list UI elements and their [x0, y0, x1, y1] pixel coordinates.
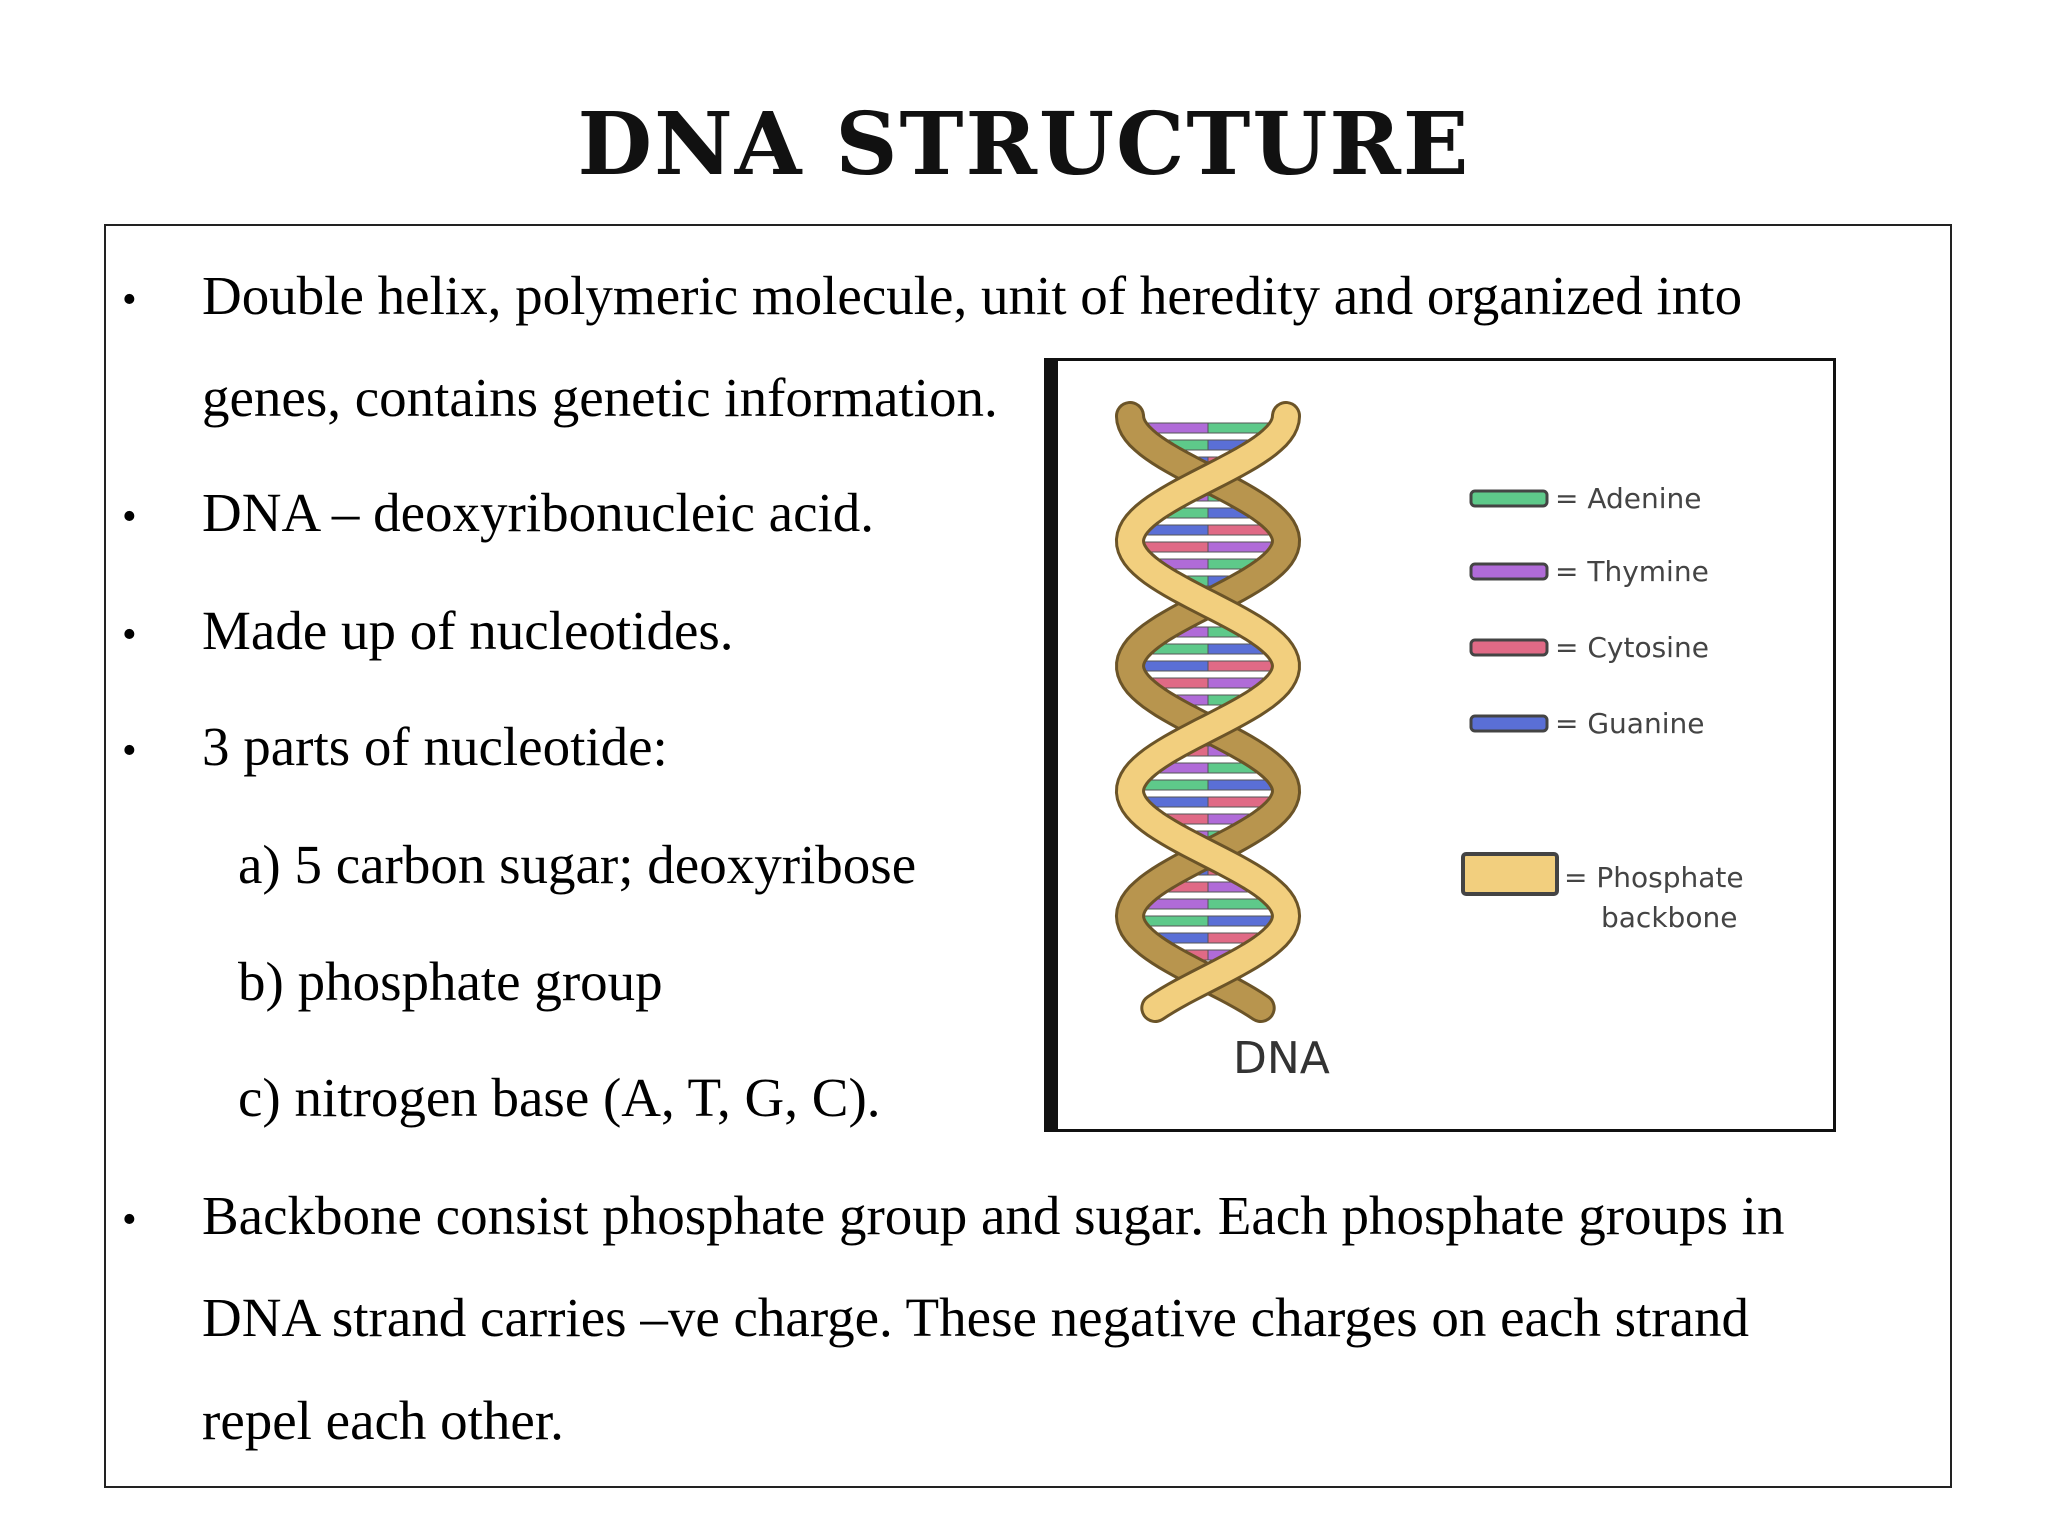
bullet-3: Made up of nucleotides.	[202, 600, 734, 661]
bullet-4: 3 parts of nucleotide:	[202, 716, 668, 777]
bullet-marker: •	[122, 277, 137, 323]
legend-adenine: = Adenine	[1555, 482, 1702, 515]
bullet-5-line-2: DNA strand carries –ve charge. These negative charges on each strand	[202, 1287, 1750, 1348]
bullet-1-line-2: genes, contains genetic information.	[202, 367, 998, 428]
bullet-marker: •	[122, 1197, 137, 1243]
bullet-1-line-1: Double helix, polymeric molecule, unit of heredity and organized into	[202, 265, 1743, 326]
legend-phosphate-line-1: = Phosphate	[1564, 861, 1744, 894]
bullet-2: DNA – deoxyribonucleic acid.	[202, 482, 875, 543]
dna-figure	[1044, 358, 1836, 1132]
thymine-swatch	[1471, 564, 1547, 579]
legend-thymine: = Thymine	[1555, 555, 1709, 588]
guanine-swatch	[1471, 716, 1547, 731]
figure-caption: DNA	[1233, 1033, 1330, 1084]
page-title: DNA STRUCTURE	[577, 94, 1471, 195]
bullet-marker: •	[122, 612, 137, 658]
legend-phosphate-line-2: backbone	[1601, 901, 1738, 934]
legend-guanine: = Guanine	[1555, 707, 1705, 740]
phosphate-swatch	[1463, 854, 1557, 894]
sub-item-b: b) phosphate group	[238, 951, 663, 1012]
bullet-marker: •	[122, 494, 137, 540]
bullet-5-line-1: Backbone consist phosphate group and sugar. Each phosphate groups in	[202, 1185, 1785, 1246]
cytosine-swatch	[1471, 640, 1547, 655]
sub-item-c: c) nitrogen base (A, T, G, C).	[238, 1067, 881, 1128]
bullet-5-line-3: repel each other.	[202, 1390, 564, 1451]
bullet-marker: •	[122, 728, 137, 774]
legend-cytosine: = Cytosine	[1555, 631, 1709, 664]
dna-diagram	[1058, 361, 1833, 1129]
sub-item-a: a) 5 carbon sugar; deoxyribose	[238, 834, 917, 895]
adenine-swatch	[1471, 491, 1547, 506]
